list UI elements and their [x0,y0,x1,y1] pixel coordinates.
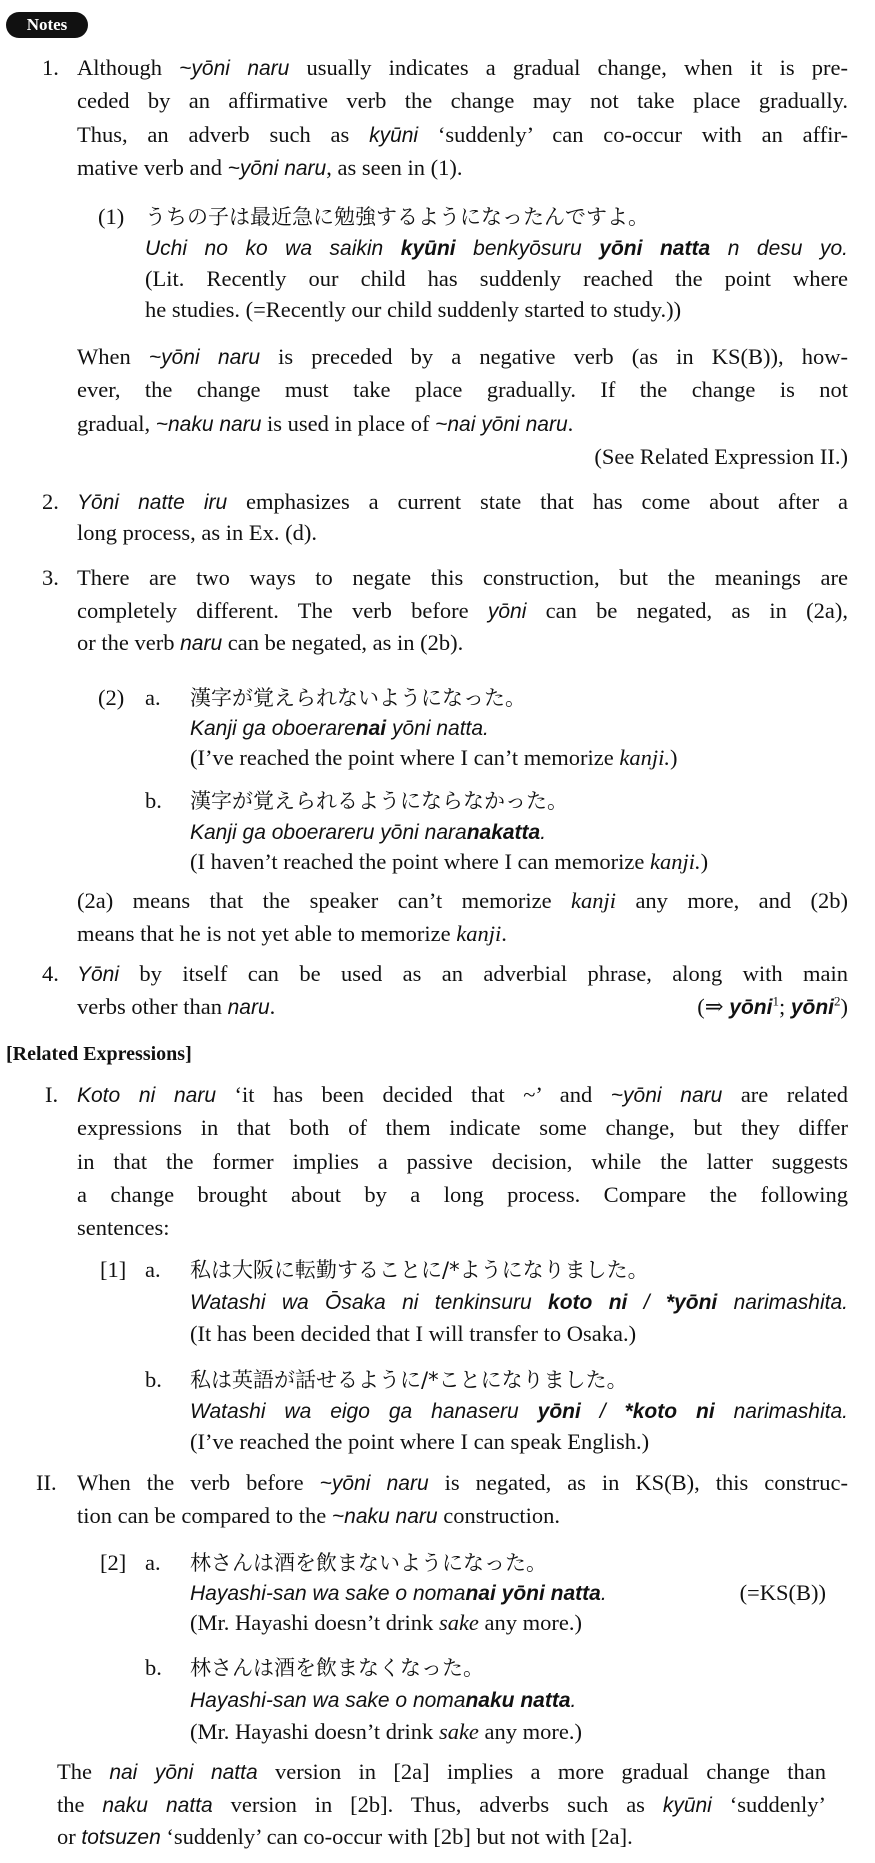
text-segment: mative verb and [77,155,228,181]
text-segment: / [580,1400,625,1423]
text-segment: nai yōni natta [465,1582,601,1605]
text-segment: version in [2b]. Thus, adverbs such as [212,1791,663,1817]
example-letter: a. [145,1257,161,1282]
text-segment: nai yōni natta [109,1761,258,1784]
text-segment: ceded by an affirmative verb the change may not take place gradually. [77,88,848,114]
text-segment: naru [227,996,270,1019]
text-segment: ‘suddenly’ can co-occur with an affir- [418,121,848,147]
text-line [190,1318,848,1350]
text-segment: ~naku naru [155,412,262,436]
text-segment: can be negated, as in (2a), [526,597,849,623]
text-segment: ) [840,994,848,1019]
text-segment: ) [700,849,709,874]
text-segment: the [57,1791,103,1817]
text-segment: Hayashi-san wa sake o noma [190,1689,466,1712]
text-segment: 私は英語が話せるように/*ことになりました。 [190,1368,628,1392]
text-line [77,407,848,440]
text-line [190,847,848,878]
text-line [190,1286,848,1318]
text-segment: 2 [834,993,841,1009]
text-segment: ~yōni naru [179,57,290,80]
text-segment: 漢字が覚えられるようにならなかった。 [190,789,568,813]
example-number: [2] [100,1550,127,1575]
text-segment: Hayashi-san wa sake o noma [190,1582,466,1605]
text-segment: sake [438,1719,479,1744]
text-line [190,1548,826,1578]
text-line [77,51,848,84]
text-segment: any more.) [478,1719,583,1744]
text-segment: completely different. The verb before [77,597,488,623]
text-segment: ~yōni naru [148,346,261,369]
text-segment: sentences: [77,1215,170,1241]
example-2a [98,683,848,773]
text-line [57,1821,826,1854]
text-segment: naku natta [102,1793,213,1817]
text-segment: ~naku naru [331,1505,438,1529]
text-segment: ~nai yōni naru [435,412,568,436]
text-segment: long process, as in Ex. (d). [77,520,317,545]
text-segment: ‘suddenly’ can co-occur with [2b] but not with [2a]. [160,1824,633,1849]
related-number: I. [45,1082,59,1107]
note-3 [42,562,849,660]
text-segment: ~yōni naru [227,157,327,181]
text-segment: kanji [456,921,502,946]
text-line [190,1608,826,1638]
text-segment: tion can be compared to the [77,1503,332,1529]
text-line [77,562,848,595]
related-2 [36,1466,848,1533]
text-segment: ~yōni naru [319,1472,429,1495]
text-segment: Koto ni naru [77,1084,217,1107]
note-2 [42,486,848,548]
text-line [190,1254,848,1286]
text-segment: he studies. (=Recently our child suddenly started to study.)) [145,297,682,322]
text-segment: usually indicates a gradual change, when it is pre- [289,55,848,80]
text-line [190,683,848,713]
text-segment: (It has been decided that I will transfer to Osaka.) [190,1321,637,1346]
text-segment: . [570,1689,577,1712]
text-line [190,713,848,743]
text-segment: can be negated, as in (2b). [222,630,464,655]
text-segment: / [627,1291,666,1314]
text-segment: (I haven’t reached the point where I can memorize [190,849,650,874]
cross-reference [697,990,848,1024]
text-segment: When the verb before [77,1470,320,1495]
text-line [77,84,848,117]
example-number: (1) [98,204,125,229]
text-line [77,1145,848,1178]
text-line [77,1499,848,1532]
example-letter: a. [145,685,161,710]
example-2b [145,786,848,878]
text-segment: *koto ni [624,1400,715,1423]
text-segment: ; [778,994,791,1019]
text-segment: naru [180,632,223,655]
text-line [77,627,848,660]
text-line [77,957,848,990]
note-number: 1. [42,55,59,80]
text-line [77,595,848,628]
note-4 [42,957,848,1024]
text-line [190,743,848,773]
text-segment: kyūni [400,237,456,260]
text-segment: ‘suddenly’ [711,1791,826,1817]
text-line [190,1716,826,1748]
text-segment: Watashi wa eigo ga hanaseru [190,1400,538,1423]
text-line [190,1426,848,1457]
text-segment: (Mr. Hayashi doesn’t drink [190,1610,439,1635]
text-line [57,1756,826,1789]
text-segment: totsuzen [81,1826,161,1849]
text-segment: 漢字が覚えられないようになった。 [190,686,526,710]
text-segment: or [57,1824,82,1849]
text-segment: Thus, an adverb such as [77,121,370,147]
text-line [77,440,848,473]
text-segment: Watashi wa Ōsaka ni tenkinsuru [190,1291,549,1314]
example-2a-related [100,1548,826,1638]
text-line [77,884,848,917]
note-number: 2. [42,489,59,514]
text-line [77,917,848,950]
text-line [77,486,848,517]
text-segment: Kanji ga oboerareru yōni nara [190,820,467,844]
text-segment: (I’ve reached the point where I can speak English.) [190,1429,650,1454]
note-1-continued [77,340,848,474]
text-segment: . [600,1582,607,1605]
related-number: II. [36,1470,57,1495]
text-segment: is preceded by a negative verb (as in KS(B)), how- [260,344,848,369]
note-1 [42,51,848,185]
text-segment: construction. [437,1503,561,1529]
text-line [77,1178,848,1211]
notes-badge: Notes [6,12,88,38]
text-segment: Yōni [77,963,120,986]
text-segment: kyūni [662,1793,712,1817]
text-segment: Kanji ga oboerare [190,717,356,740]
text-segment: yōni natta [599,237,711,260]
text-line [77,517,848,548]
text-line [57,1789,826,1822]
text-line [77,340,848,373]
text-segment: koto ni [548,1291,628,1314]
text-segment: narimashita. [714,1400,848,1423]
text-segment: There are two ways to negate this construction, but the meanings are [77,565,848,590]
related-expressions-heading: [Related Expressions] [6,1043,192,1065]
text-segment: . [540,820,547,844]
text-segment: yōni [790,996,834,1019]
text-line [190,1652,826,1684]
example-letter: a. [145,1550,161,1575]
text-line [190,1684,826,1716]
text-line [77,373,848,406]
text-line [77,1111,848,1144]
text-line [190,1364,848,1395]
example-1b-related [145,1364,848,1457]
text-segment: version in [2a] implies a more gradual change than [257,1759,826,1784]
text-segment: kyūni [369,123,419,147]
related-2-conclusion [57,1756,826,1854]
text-segment: ‘it has been decided that ~’ and [216,1082,611,1107]
text-line [145,232,848,263]
text-segment: yōni [537,1400,581,1423]
text-segment: , as seen in (1). [326,155,463,181]
text-line [190,786,848,817]
text-segment: (⇒ [697,994,730,1019]
text-segment: yōni [729,996,773,1019]
text-segment: When [77,344,149,369]
text-segment: any more.) [478,1610,583,1635]
text-segment: are related [722,1082,849,1107]
text-segment: gradual, [77,410,156,436]
text-segment: (Lit. Recently our child has suddenly reached the point where [145,266,848,291]
text-segment: naku natta [465,1689,571,1712]
text-segment: 1 [772,993,779,1009]
text-segment: *yōni [665,1291,718,1314]
example-2b-related [145,1652,826,1748]
text-segment: n desu yo. [710,237,848,260]
text-segment: うちの子は最近急に勉強するようになったんですよ。 [145,205,649,229]
text-segment: means that he is not yet able to memorize [77,921,457,946]
text-segment: 林さんは酒を飲まないようになった。 [190,1551,547,1575]
note-3-continued [77,884,848,950]
text-segment: a change brought about by a long process. Compare the following [77,1181,848,1207]
cross-reference [740,1578,826,1608]
text-segment: . [567,410,574,436]
example-number: (2) [98,685,125,710]
text-segment: kanji [571,888,617,913]
text-segment: yōni natta. [386,717,489,740]
text-segment: is used in place of [261,410,436,436]
text-segment: kanji. [619,745,670,770]
text-segment: Uchi no ko wa saikin [145,237,401,260]
text-line [190,817,848,848]
text-segment: by itself can be used as an adverbial phrase, along with main [119,961,848,986]
text-line [190,1395,848,1426]
text-segment: ever, the change must take place gradually. If the change is not [77,377,848,403]
text-line [77,990,848,1023]
text-segment: in that the former implies a passive decision, while the latter suggests [77,1148,848,1174]
text-segment: expressions in that both of them indicate some change, but they differ [77,1115,848,1141]
example-letter: b. [145,1367,162,1392]
text-segment: The [57,1759,110,1784]
text-line [77,151,848,184]
text-segment: or the verb [77,630,181,655]
text-segment: verbs other than [77,994,228,1019]
related-1 [45,1078,849,1244]
text-line [145,294,848,325]
text-segment: emphasizes a current state that has come about after a [227,489,848,514]
example-letter: b. [145,788,162,813]
text-line [77,118,848,151]
example-letter: b. [145,1655,162,1680]
text-segment: benkyōsuru [455,237,600,260]
text-segment: kanji. [650,849,701,874]
text-segment: narimashita. [717,1291,848,1314]
text-segment: 私は大阪に転勤することに/*ようになりました。 [190,1258,649,1282]
text-segment: (2a) means that the speaker can’t memorize [77,888,572,913]
text-segment: nakatta [466,820,541,844]
text-segment: . [501,921,507,946]
text-segment: yōni [487,599,527,623]
example-1 [98,201,848,325]
note-number: 4. [42,961,59,986]
text-segment: is negated, as in KS(B), this construc- [428,1470,848,1495]
text-segment: any more, and (2b) [616,888,848,913]
example-number: [1] [100,1257,127,1282]
text-line [145,201,848,232]
text-segment: (See Related Expression II.) [594,444,848,470]
text-segment: (I’ve reached the point where I can’t memorize [190,745,620,770]
text-segment: 林さんは酒を飲まなくなった。 [190,1656,484,1680]
text-segment: nai [355,717,387,740]
text-line [77,1078,848,1111]
note-number: 3. [42,565,59,590]
text-segment: ~yōni naru [610,1084,723,1107]
text-line [145,263,848,294]
text-line [77,1466,848,1499]
text-segment: . [269,994,276,1019]
text-line [77,1211,848,1244]
text-segment: (=KS(B)) [739,1580,826,1605]
text-segment: sake [438,1610,479,1635]
example-1a-related [100,1254,848,1350]
text-segment: Although [77,55,180,80]
text-segment: (Mr. Hayashi doesn’t drink [190,1719,439,1744]
text-line [190,1578,826,1608]
text-segment: ) [670,745,678,770]
text-segment: Yōni natte iru [77,491,228,514]
